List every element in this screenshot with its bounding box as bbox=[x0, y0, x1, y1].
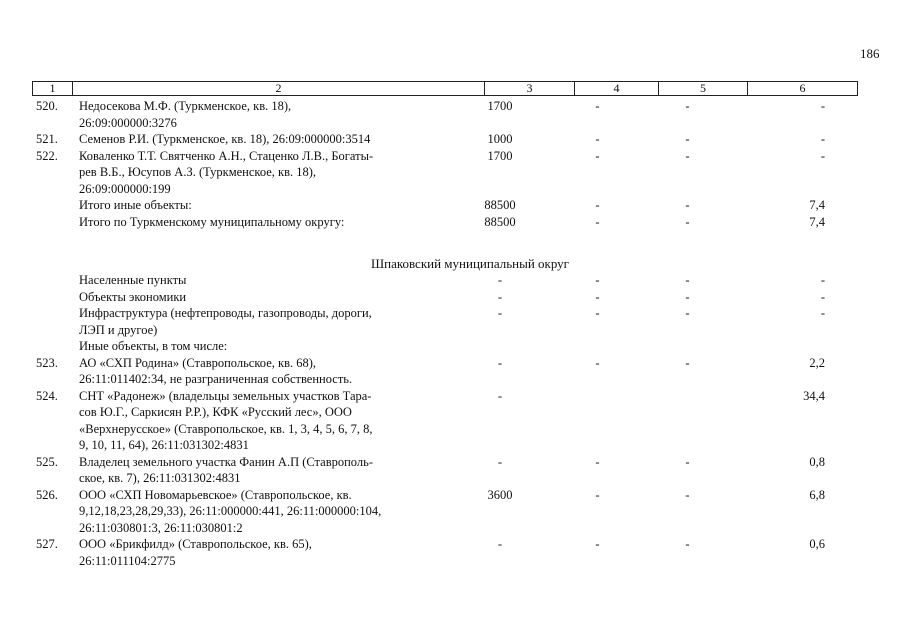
row-name-line: ООО «Брикфилд» (Ставропольское, кв. 65), bbox=[79, 537, 312, 551]
row-value-c3: - bbox=[497, 273, 503, 287]
row-value-c3: 1000 bbox=[487, 132, 513, 146]
row-value-c3: 3600 bbox=[487, 487, 513, 502]
row-value-c3: - bbox=[497, 537, 503, 551]
header-col-4: 4 bbox=[575, 82, 659, 95]
header-col-3: 3 bbox=[485, 82, 575, 95]
row-value-c4: - bbox=[595, 487, 600, 502]
row-name-line: Итого иные объекты: bbox=[79, 198, 192, 212]
row-name bbox=[79, 214, 447, 231]
row-number: 527. bbox=[36, 537, 58, 551]
row-name-line: ЛЭП и другое) bbox=[79, 322, 158, 337]
header-col-5: 5 bbox=[659, 82, 748, 95]
row-value-c6: - bbox=[820, 148, 825, 163]
row-name-line: ское, кв. 7), 26:11:031302:4831 bbox=[79, 471, 241, 485]
row-number: 525. bbox=[36, 454, 58, 469]
row-value-c4: - bbox=[595, 132, 600, 146]
row-value-c6: - bbox=[820, 306, 825, 320]
row-value-c6: 6,8 bbox=[809, 487, 825, 502]
row-value-c3: - bbox=[497, 355, 503, 370]
row-name-line: Объекты экономики bbox=[79, 289, 187, 304]
row-name bbox=[79, 197, 447, 214]
row-value-c5: - bbox=[685, 273, 690, 287]
row-name bbox=[79, 338, 447, 355]
row-value-c4: - bbox=[595, 537, 600, 551]
row-value-c5: - bbox=[685, 289, 690, 304]
header-col-2: 2 bbox=[73, 82, 485, 95]
row-value-c3: - bbox=[497, 289, 503, 304]
row-number: 523. bbox=[36, 355, 58, 370]
row-value-c5: - bbox=[685, 132, 690, 146]
row-value-c5: - bbox=[685, 306, 690, 320]
row-name-line: СНТ «Радонеж» (владельцы земельных участков Тара- bbox=[79, 388, 372, 403]
row-value-c4: - bbox=[595, 148, 600, 163]
row-name bbox=[79, 355, 447, 388]
row-name bbox=[79, 131, 447, 148]
row-value-c6: 7,4 bbox=[809, 214, 825, 229]
row-value-c6: 2,2 bbox=[809, 355, 825, 370]
section-title bbox=[0, 256, 900, 272]
row-value-c4: - bbox=[595, 198, 600, 212]
row-name-line: АО «СХП Родина» (Ставропольское, кв. 68), bbox=[79, 355, 317, 370]
row-name bbox=[79, 289, 447, 306]
row-value-c3: 88500 bbox=[484, 214, 516, 229]
row-value-c6: - bbox=[820, 132, 825, 146]
row-value-c5: - bbox=[685, 355, 690, 370]
row-name-line: Владелец земельного участка Фанин А.П (Ставрополь- bbox=[79, 454, 373, 469]
row-value-c3: - bbox=[497, 306, 503, 320]
row-name-line: рев В.Б., Юсупов А.З. (Туркменское, кв. 18), bbox=[79, 165, 317, 179]
row-value-c6: - bbox=[820, 273, 825, 287]
row-number: 521. bbox=[36, 132, 58, 146]
row-name-line: 26:11:011104:2775 bbox=[79, 553, 176, 568]
header-col-6: 6 bbox=[799, 81, 806, 95]
row-value-c5: - bbox=[685, 454, 690, 469]
row-name-line: 26:09:000000:199 bbox=[79, 181, 171, 196]
row-value-c5: - bbox=[685, 214, 690, 229]
section-title-text: Шпаковский муниципальный округ bbox=[371, 256, 569, 271]
row-value-c6: 0,6 bbox=[809, 537, 825, 551]
row-name bbox=[79, 487, 447, 537]
row-name-line: ООО «СХП Новомарьевское» (Ставропольское, кв. bbox=[79, 487, 352, 502]
row-name-line: Семенов Р.И. (Туркменское, кв. 18), 26:09:000000:3514 bbox=[79, 132, 371, 146]
row-name-line: Иные объекты, в том числе: bbox=[79, 339, 228, 353]
row-value-c4: - bbox=[595, 454, 600, 469]
row-name-line: Коваленко Т.Т. Святченко А.Н., Стаценко Л.В., Богаты- bbox=[79, 148, 374, 163]
row-name-line: 9, 10, 11, 64), 26:11:031302:4831 bbox=[79, 438, 249, 452]
row-name-line: Населенные пункты bbox=[79, 273, 187, 287]
row-value-c5: - bbox=[685, 148, 690, 163]
row-name-line: 9,12,18,23,28,29,33), 26:11:000000:441, 26:11:000000:104, bbox=[79, 504, 382, 518]
row-name-line: Недосекова М.Ф. (Туркменское, кв. 18), bbox=[79, 99, 292, 113]
row-value-c4: - bbox=[595, 273, 600, 287]
row-name bbox=[79, 536, 447, 569]
row-value-c3: - bbox=[497, 388, 503, 403]
row-value-c3: - bbox=[497, 454, 503, 469]
row-number: 522. bbox=[36, 148, 58, 163]
row-name-line: Инфраструктура (нефтепроводы, газопроводы, дороги, bbox=[79, 306, 372, 320]
row-value-c4: - bbox=[595, 355, 600, 370]
row-value-c5: - bbox=[685, 198, 690, 212]
row-value-c3: 1700 bbox=[487, 148, 513, 163]
row-name bbox=[79, 148, 447, 198]
row-value-c5: - bbox=[685, 487, 690, 502]
row-value-c4: - bbox=[595, 99, 600, 113]
row-name-line: «Верхнерусское» (Ставропольское, кв. 1, 3, 4, 5, 6, 7, 8, bbox=[79, 421, 373, 436]
row-name-line: сов Ю.Г., Саркисян Р.Р.), КФК «Русский лес», ООО bbox=[79, 405, 352, 419]
row-number: 520. bbox=[36, 99, 58, 113]
row-value-c6: - bbox=[820, 99, 825, 113]
header-col-1: 1 bbox=[33, 82, 73, 95]
row-name bbox=[79, 305, 447, 338]
page-number: 186 bbox=[860, 46, 880, 61]
row-value-c6: 0,8 bbox=[809, 454, 825, 469]
row-name bbox=[79, 272, 447, 289]
row-value-c4: - bbox=[595, 306, 600, 320]
row-name bbox=[79, 98, 447, 131]
row-name-line: 26:09:000000:3276 bbox=[79, 115, 177, 130]
row-number: 524. bbox=[36, 388, 58, 403]
row-name bbox=[79, 388, 447, 454]
row-value-c6: 34,4 bbox=[803, 388, 825, 403]
row-value-c4: - bbox=[595, 214, 600, 229]
row-value-c5: - bbox=[685, 99, 690, 113]
row-value-c3: 1700 bbox=[487, 99, 513, 113]
row-name-line: 26:11:011402:34, не разграниченная собственность. bbox=[79, 372, 353, 386]
row-number: 526. bbox=[36, 487, 58, 502]
row-value-c4: - bbox=[595, 289, 600, 304]
table-header bbox=[32, 81, 858, 96]
row-value-c3: 88500 bbox=[484, 198, 516, 212]
row-value-c5: - bbox=[685, 537, 690, 551]
row-name-line: 26:11:030801:3, 26:11:030801:2 bbox=[79, 520, 243, 535]
row-name-line: Итого по Туркменскому муниципальному округу: bbox=[79, 214, 345, 229]
row-value-c6: 7,4 bbox=[809, 198, 825, 212]
row-value-c6: - bbox=[820, 289, 825, 304]
row-name bbox=[79, 454, 447, 487]
